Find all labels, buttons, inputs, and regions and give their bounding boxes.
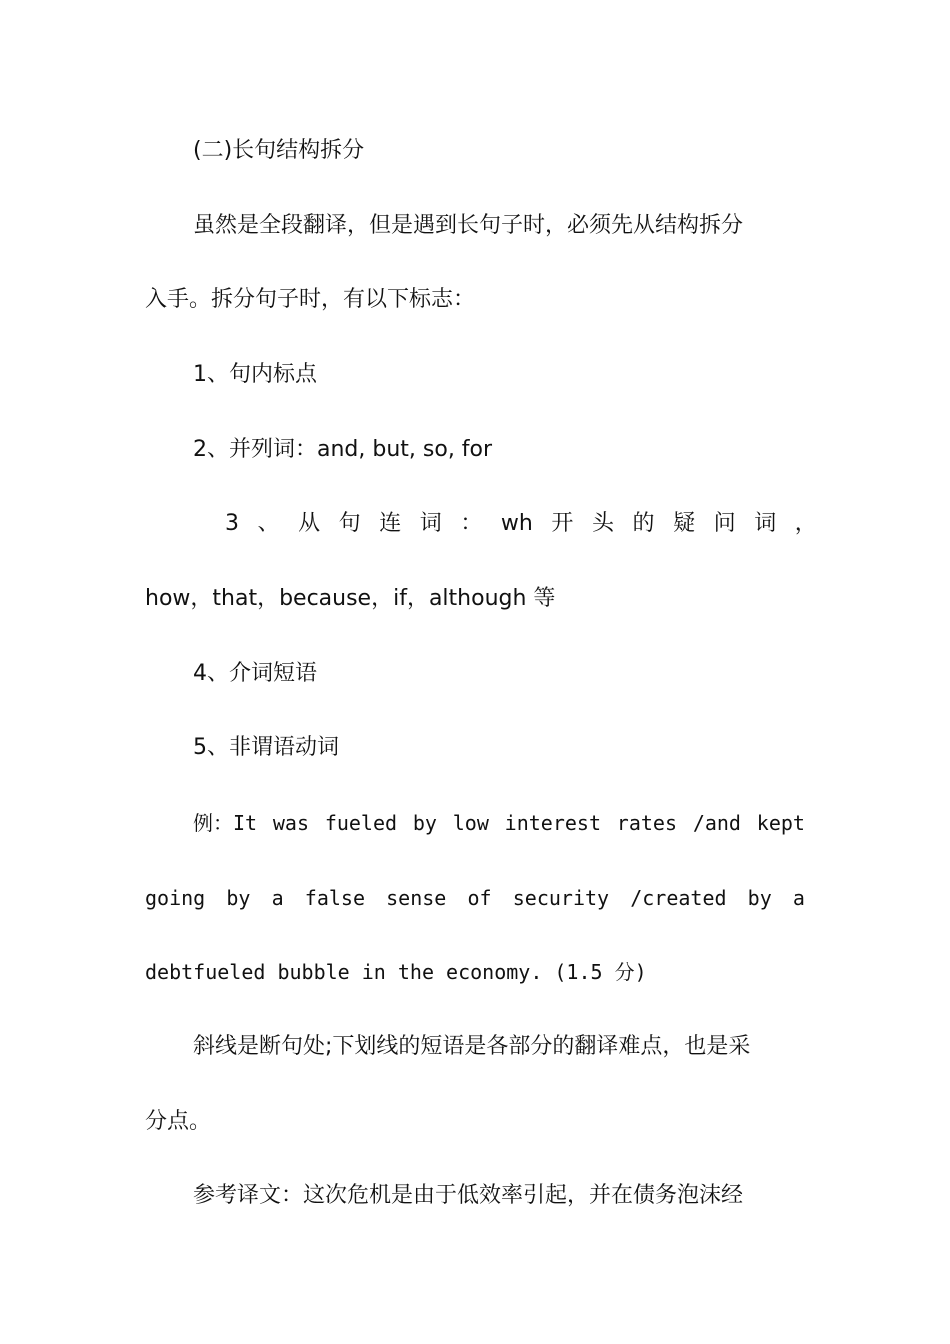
example-line-3: debtfueled bubble in the economy. (1.5 分) xyxy=(145,960,647,984)
example-line-2 xyxy=(145,880,805,916)
intro-line-2: 入手。拆分句子时，有以下标志： xyxy=(145,287,476,312)
example-word: was xyxy=(272,811,310,835)
item3-token: 问 xyxy=(713,511,736,536)
item3-token: 词 xyxy=(419,511,442,536)
item3-token: 3 xyxy=(225,511,239,536)
example-word: false xyxy=(304,886,365,910)
list-item-5: 5、非谓语动词 xyxy=(193,735,339,760)
list-item-3-continuation: how，that，because，if，although 等 xyxy=(145,586,556,611)
item3-token: 词 xyxy=(754,511,777,536)
section-heading: (二)长句结构拆分 xyxy=(193,138,365,163)
example-word: security xyxy=(512,886,610,910)
example-word: by xyxy=(226,886,251,910)
note-line-2: 分点。 xyxy=(145,1109,212,1134)
item3-token: 疑 xyxy=(673,511,696,536)
example-word: kept xyxy=(756,811,805,835)
example-word: 例：It xyxy=(193,811,258,835)
item3-token: 连 xyxy=(379,511,402,536)
item3-token: ： xyxy=(460,511,483,536)
example-word: /and xyxy=(692,811,741,835)
item3-token: wh xyxy=(500,511,533,536)
example-word: low xyxy=(452,811,489,835)
item3-token: ， xyxy=(794,511,817,536)
example-word: sense xyxy=(386,886,447,910)
example-word: of xyxy=(467,886,492,910)
example-word: /created xyxy=(630,886,727,910)
example-word: rates xyxy=(616,811,678,835)
item3-token: 开 xyxy=(551,511,574,536)
item3-token: 头 xyxy=(591,511,614,536)
item3-token: 的 xyxy=(632,511,655,536)
example-word: going xyxy=(145,886,206,910)
reference-translation-line-1: 参考译文：这次危机是由于低效率引起，并在债务泡沫经 xyxy=(193,1183,744,1208)
example-line-1 xyxy=(193,805,805,841)
example-word: by xyxy=(747,886,772,910)
item3-token: 、 xyxy=(257,511,280,536)
example-word: a xyxy=(792,886,805,910)
intro-line-1: 虽然是全段翻译，但是遇到长句子时，必须先从结构拆分 xyxy=(193,213,744,238)
item3-token: 句 xyxy=(338,511,361,536)
note-line-1: 斜线是断句处;下划线的短语是各部分的翻译难点，也是采 xyxy=(193,1034,751,1059)
item3-token: 从 xyxy=(298,511,321,536)
example-word: by xyxy=(412,811,437,835)
list-item-4: 4、介词短语 xyxy=(193,661,317,686)
list-item-2: 2、并列词：and, but, so, for xyxy=(193,437,493,462)
example-word: interest xyxy=(504,811,601,835)
example-word: a xyxy=(271,886,284,910)
example-word: fueled xyxy=(324,811,398,835)
list-item-3 xyxy=(225,506,817,542)
list-item-1: 1、句内标点 xyxy=(193,362,317,387)
